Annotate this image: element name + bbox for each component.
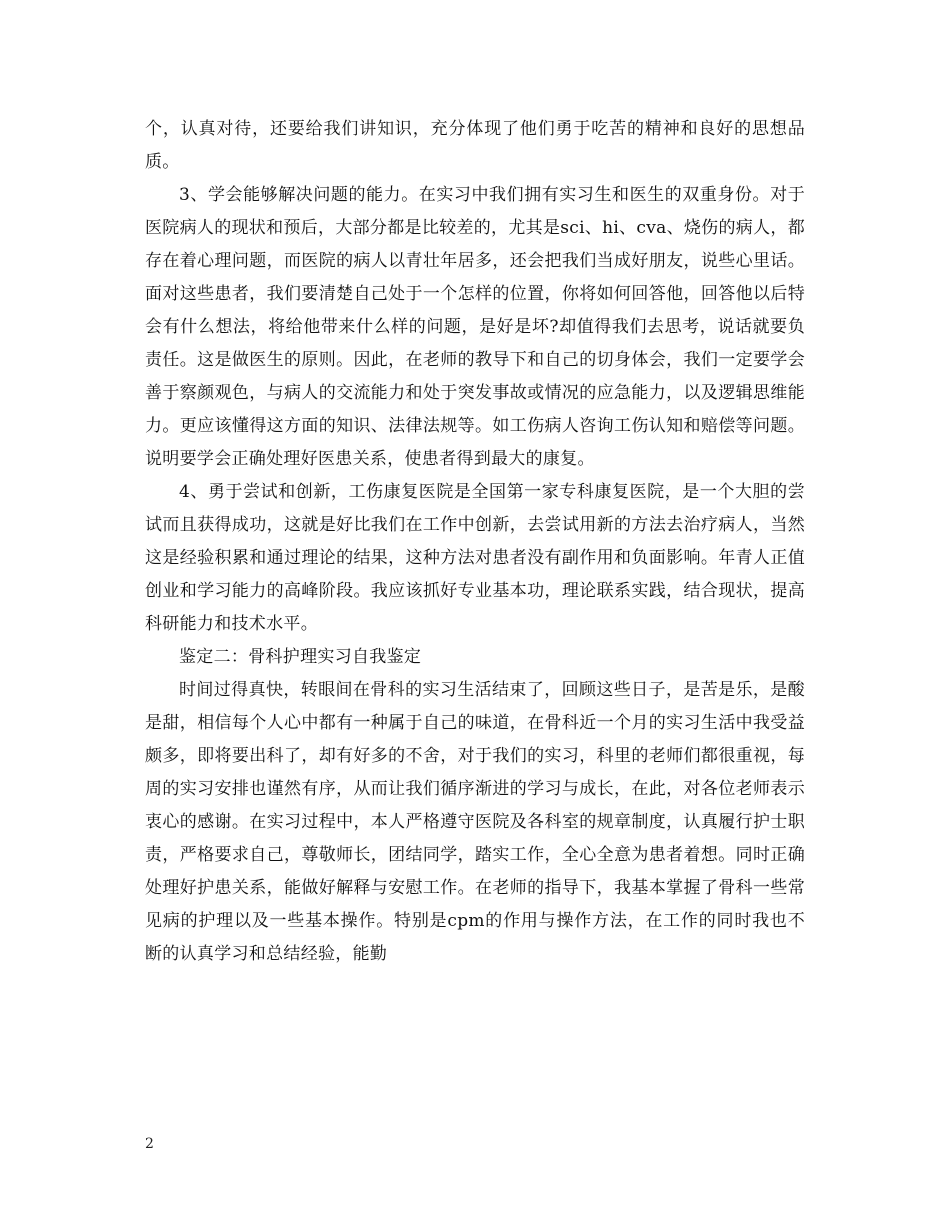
page-number: 2 xyxy=(145,1136,154,1152)
paragraph-continuation: 个，认真对待，还要给我们讲知识，充分体现了他们勇于吃苦的精神和良好的思想品质。 xyxy=(145,119,805,172)
section-heading: 鉴定二：骨科护理实习自我鉴定 xyxy=(179,647,422,667)
paragraph-point-4: 4、勇于尝试和创新，工伤康复医院是全国第一家专科康复医院，是一个大胆的尝试而且获得成功，这就是好比我们在工作中创新，去尝试用新的方法去治疗病人，当然这是经验积累和通过理论的结果，这种方法对患者没有副作用和负面影响。年青人正值创业和学习能力的高峰阶段。我应该抓好专业基本功，理论联系实践，结合现状，提高科研能力和技术水平。 xyxy=(145,482,805,634)
body-text xyxy=(145,113,805,971)
paragraph-point-3: 3、学会能够解决问题的能力。在实习中我们拥有实习生和医生的双重身份。对于医院病人的现状和预后，大部分都是比较差的，尤其是sci、hi、cva、烧伤的病人，都存在着心理问题，而医院的病人以青壮年居多，还会把我们当成好朋友，说些心里话。面对这些患者，我们要清楚自己处于一个怎样的位置，你将如何回答他，回答他以后特会有什么想法，将给他带来什么样的问题，是好是坏?却值得我们去思考，说话就要负责任。这是做医生的原则。因此，在老师的教导下和自己的切身体会，我们一定要学会善于察颜观色，与病人的交流能力和处于突发事故或情况的应急能力，以及逻辑思维能力。更应该懂得这方面的知识、法律法规等。如工伤病人咨询工伤认知和赔偿等问题。说明要学会正确处理好医患关系，使患者得到最大的康复。 xyxy=(145,185,805,469)
paragraph-section-body: 时间过得真快，转眼间在骨科的实习生活结束了，回顾这些日子，是苦是乐，是酸是甜，相信每个人心中都有一种属于自己的味道，在骨科近一个月的实习生活中我受益颇多，即将要出科了，却有好多的不舍，对于我们的实习，科里的老师们都很重视，每周的实习安排也谨然有序，从而让我们循序渐进的学习与成长，在此，对各位老师表示衷心的感谢。在实习过程中，本人严格遵守医院及各科室的规章制度，认真履行护士职责，严格要求自己，尊敬师长，团结同学，踏实工作，全心全意为患者着想。同时正确处理好护患关系，能做好解释与安慰工作。在老师的指导下，我基本掌握了骨科一些常见病的护理以及一些基本操作。特别是cpm的作用与操作方法，在工作的同时我也不断的认真学习和总结经验，能勤 xyxy=(145,680,805,964)
